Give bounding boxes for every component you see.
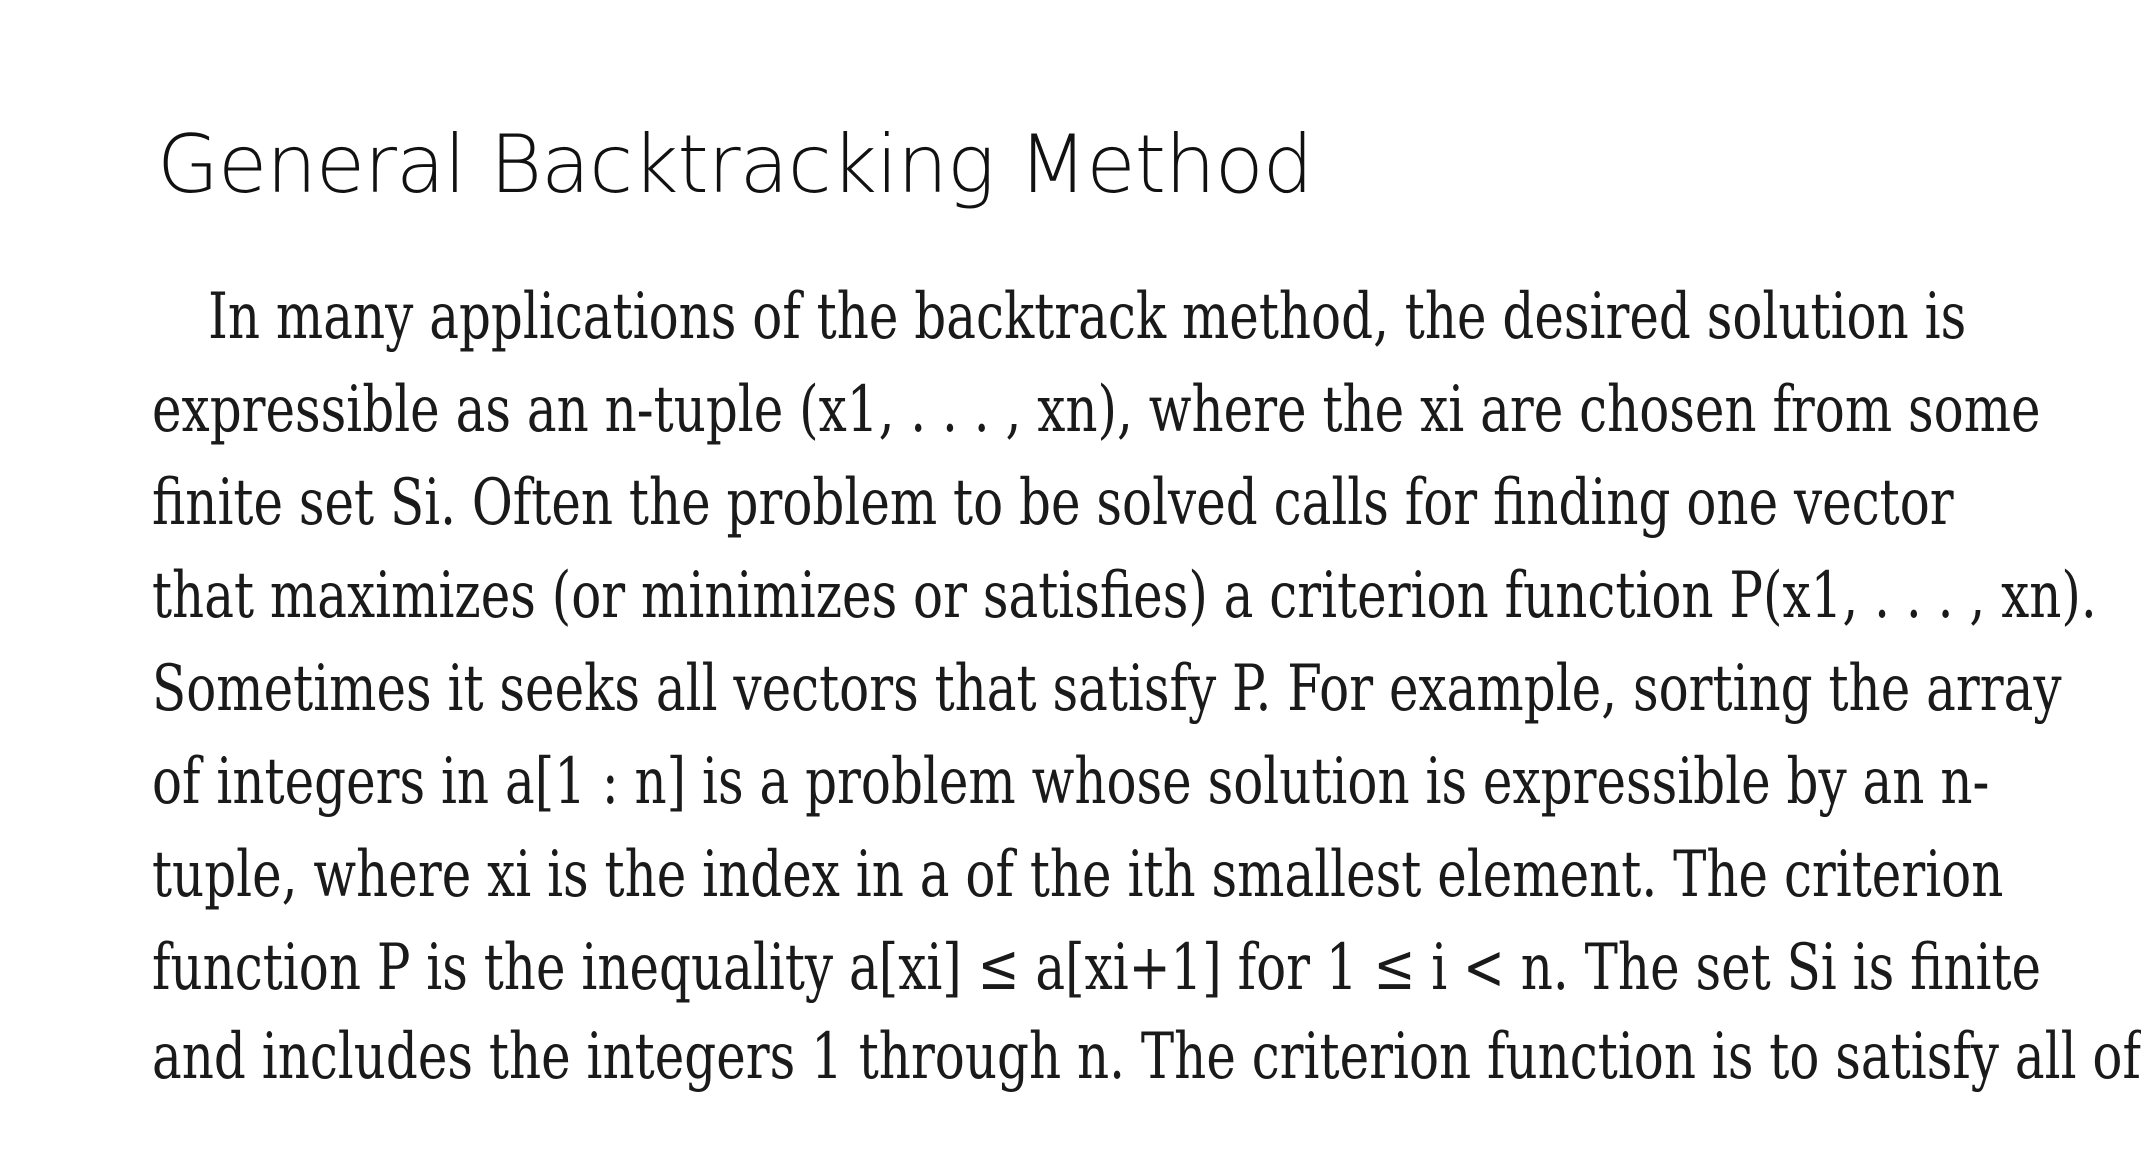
- passage-line: function P is the inequality a[xi] ≤ a[xi+1] for 1 ≤ i < n. The set Si is finite: [152, 931, 2042, 1005]
- passage-line: and includes the integers 1 through n. The criterion function is to satisfy all of: [152, 1020, 2141, 1094]
- passage-line: of integers in a[1 : n] is a problem whose solution is expressible by an n-: [152, 745, 1990, 819]
- passage-line: In many applications of the backtrack method, the desired solution is: [208, 280, 1967, 354]
- passage-image: [152, 272, 2141, 1094]
- slide-title: General Backtracking Method: [157, 118, 1313, 211]
- passage-line: that maximizes (or minimizes or satisfies) a criterion function P(x1, . . . , xn).: [152, 559, 2097, 633]
- passage-line: Sometimes it seeks all vectors that satisfy P. For example, sorting the array: [152, 652, 2062, 726]
- passage-line: tuple, where xi is the index in a of the ith smallest element. The criterion: [152, 838, 2004, 912]
- passage-line: finite set Si. Often the problem to be solved calls for finding one vector: [152, 466, 1954, 540]
- passage-line: expressible as an n-tuple (x1, . . . , xn), where the xi are chosen from some: [152, 373, 2041, 447]
- cropped-line-fragment: [152, 1012, 2141, 1094]
